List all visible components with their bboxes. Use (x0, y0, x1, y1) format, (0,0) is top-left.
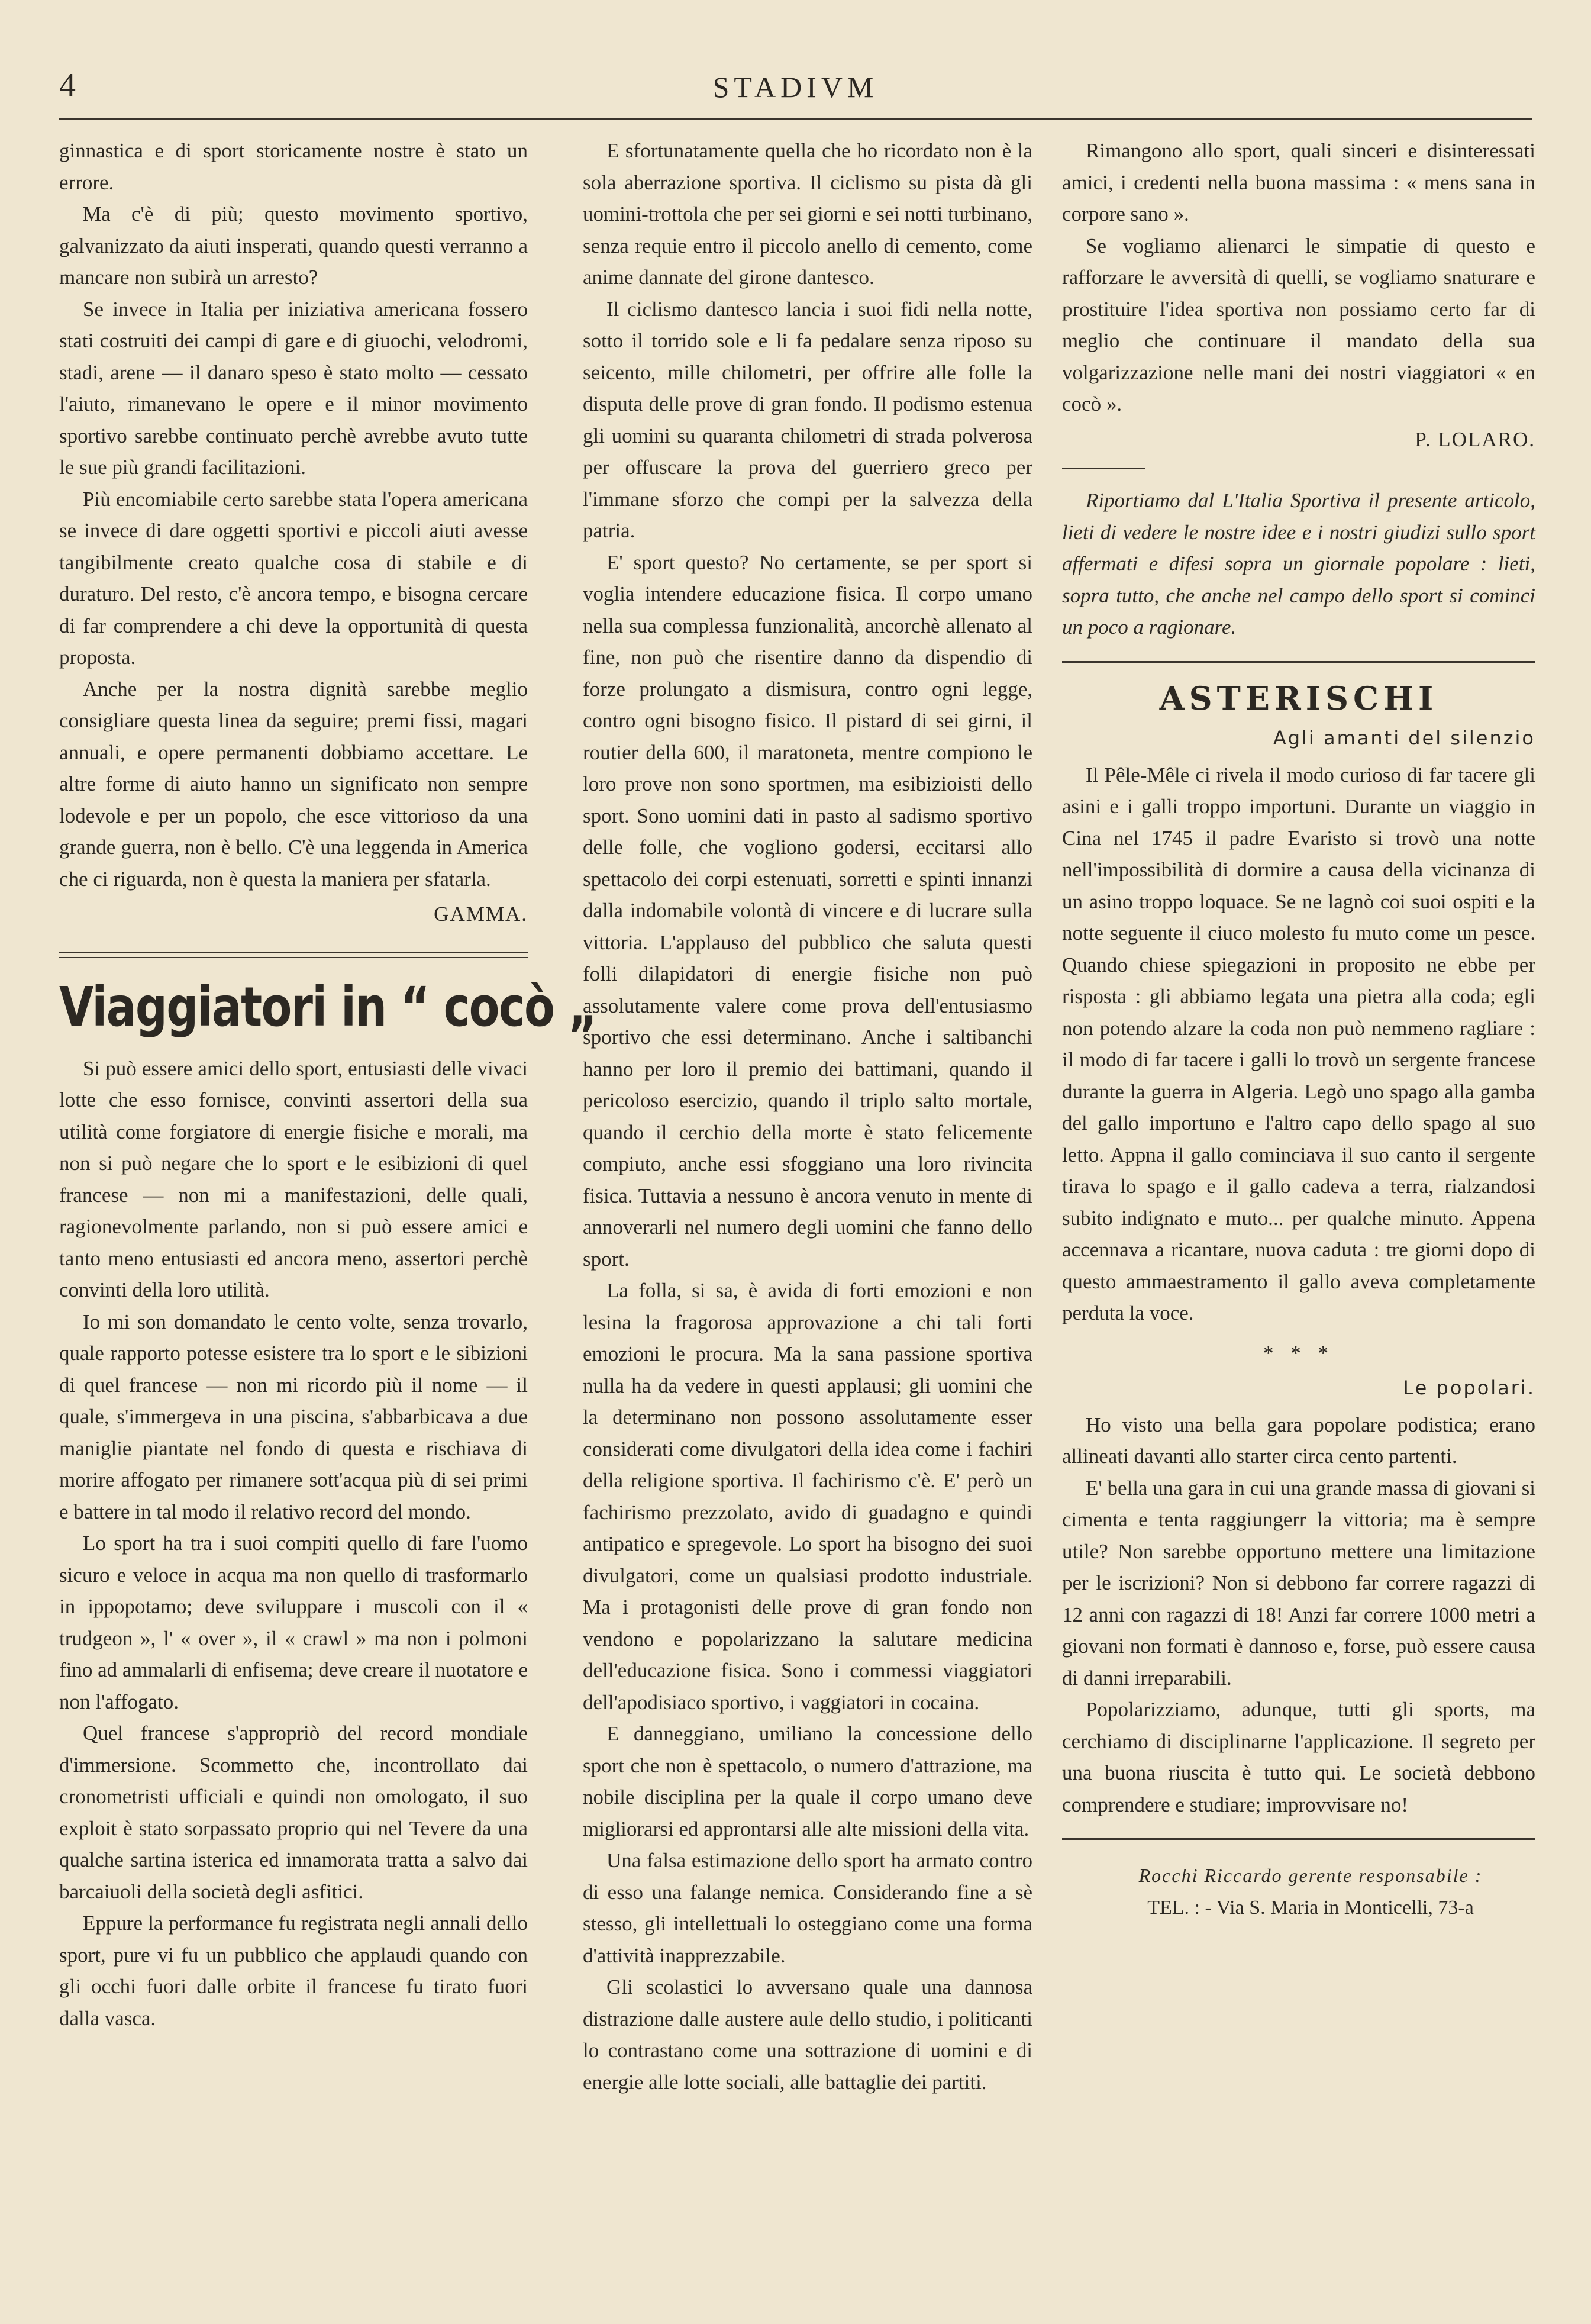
paragraph: Il Pêle-Mêle ci rivela il modo curioso di far tacere gli asini e i galli troppo importuni. Durante un viaggio in Cina nel 1745 il padre Evaristo si trovò una notte nell'impossibilità di dormire a causa della vicinanza di un asino troppo loquace. Se ne lagnò coi suoi ospiti e la notte seguente il ciuco molesto fu muto come un pesce. Quando chiese spiegazioni in proposito ne ebbe per risposta : gli abbiamo legata una pietra alla coda; egli non potendo alzare la coda non può nemmeno ragliare : il modo di far tacere i galli lo trovò un sergente francese durante la guerra in Algeria. Legò uno spago alla gamba del gallo importuno e l'altro capo dello spago al suo letto. Appna il gallo cominciava il suo canto il sergente tirava lo spago e il gallo cadeva a terra, rialzandosi subito indignato e muto... per qualche minuto. Appena accennava a ricantare, nuova caduta : tre giorni dopo di questo ammaestramento il gallo aveva completamente perduta la voce. (1062, 763, 1535, 1324)
paragraph: Il ciclismo dantesco lancia i suoi fidi nella notte, sotto il torrido sole e li fa pedalare senza riposo su seicento, mille chilometri, per offrire alle folle la disputa delle prove di gran fondo. Il podismo estenua gli uomini su quaranta chilometri di strada polverosa per offuscare la prova del guerriero greco per l'immane sforzo che compi per la salvezza della patria. (583, 297, 1032, 542)
subheading: Agli amanti del silenzio (1273, 727, 1535, 749)
header-rule (59, 118, 1532, 120)
paragraph: Eppure la performance fu registrata negli annali dello sport, pure vi fu un pubblico che applaudi quando con gli occhi fuori dalle orbite il francese fu tirato fuori dalla vasca. (59, 1912, 528, 2030)
paragraph: Una falsa estimazione dello sport ha armato contro di esso una falange nemica. Considerando fine a sè stesso, gli intellettuali lo osteggiano come una forma d'attività inapprezzabile. (583, 1849, 1032, 1967)
editorial-note: Riportiamo dal L'Italia Sportiva il presente articolo, lieti di vedere le nostre idee e i nostri giudizi sullo sport affermati e difesi sopra un giornale popolare : lieti, sopra tutto, che anche nel campo dello sport si cominci un poco a ragionare. (1062, 489, 1535, 639)
section-divider (1062, 661, 1535, 663)
paragraph: Si può essere amici dello sport, entusiasti delle vivaci lotte che esso fornisce, convinti assertori della sua utilità come forgiatore di energie fisiche e morali, ma non si può negare che lo sport e le esibizioni di quel francese — non mi a manifestazioni, delle quali, ragionevolmente parlando, non si può essere amici e tanto meno entusiasti ed ancora meno, assertori perchè convinti della loro utilità. (59, 1056, 528, 1301)
paragraph: Lo sport ha tra i suoi compiti quello di fare l'uomo sicuro e veloce in acqua ma non quello di trasformarlo in ippopotamo; deve sviluppare i muscoli con il « trudgeon », l' « over », il « crawl » ma non i polmoni fino ad ammalarli di enfisema; deve creare il nuotatore e non l'affogato. (59, 1532, 528, 1713)
column-1 (59, 135, 597, 2034)
paragraph: E' sport questo? No certamente, se per sport si voglia intendere educazione fisica. Il corpo umano nella sua complessa funzionalità, ancorchè allenato al fine, non può che risentire danno da dispendio di forze prolungato a dismisura, contro ogni legge, contro ogni bisogno fisico. Il pistard di sei girni, il routier della 600, il maratoneta, mentre compiono le loro prove non sono sportmen, ma esibizioisti dello sport. Sono uomini dati in pasto al sadismo sportivo delle folle, che vogliono godersi, eccitarsi allo spettacolo dei corpi estenuati, sorretti e spinti innanzi dalla indomabile volontà di vincere e di lucrare sulla vittoria. L'applauso del pubblico che saluta questi folli dilapidatori di energie fisiche non può assolutamente valere come prova dell'entusiasmo sportivo che essi determinano. Anche i saltibanchi hanno per loro il premio dei battimani, quando il pericoloso esercizio, quando il triplo salto mortale, quando il cerchio della morte è stato felicemente compiuto, anche essi sfoggiano una loro rivincita fisica. Tuttavia a nessuno è ancora venuto in mente di annoverarli nel numero degli uomini che fanno dello sport. (583, 550, 1032, 1271)
column-3 (1062, 135, 1535, 1923)
section-divider (59, 952, 528, 958)
column-2 (583, 135, 1032, 2098)
paragraph: Anche per la nostra dignità sarebbe meglio consigliare questa linea da seguire; premi fissi, magari annuali, e opere permanenti dobbiamo accettare. Le altre forme di aiuto hanno un significato non sempre lodevole e per un popolo, che esce vittorioso da una grande guerra, non è bello. C'è una leggenda in America che ci riguarda, non è questa la maniera per sfatarla. (59, 677, 528, 891)
paragraph: Ho visto una bella gara popolare podistica; erano allineati davanti allo starter circa cento partenti. (1062, 1413, 1535, 1468)
signature: GAMMA. (434, 902, 528, 926)
paragraph: Se vogliamo alienarci le simpatie di questo e rafforzare le avversità di quelli, se vogliamo snaturare e prostituire l'idea sportiva non possiamo certo far di meglio che continuare il mandato della sua volgarizzazione nelle mani dei nostri viaggiatori « en cocò ». (1062, 234, 1535, 415)
section-title: ASTERISCHI (1159, 679, 1438, 717)
paragraph: Io mi son domandato le cento volte, senza trovarlo, quale rapporto potesse esistere tra lo sport e le sibizioni di quel francese — non mi ricordo più il nome — il quale, s'immergeva in una piscina, s'abbarbicava a due maniglie piantate nel fondo di questa e rischiava di morire affogato per rimanere sott'acqua più di sei primi e battere in tal modo il relativo record del mondo. (59, 1310, 528, 1523)
page-number: 4 (59, 67, 76, 104)
address-line: TEL. : - Via S. Maria in Monticelli, 73-a (1147, 1896, 1474, 1919)
paragraph: Più encomiabile certo sarebbe stata l'opera americana se invece di dare oggetti sportivi e piccoli aiuti avesse tangibilmente creato qualche cosa di stabile e di duraturo. Del resto, c'è ancora tempo, e bisogna cercare di far comprendere a chi deve la opportunità di questa proposta. (59, 487, 528, 669)
signature: P. LOLARO. (1415, 427, 1535, 451)
article-headline: Viaggiatori in “ cocò „ (59, 975, 597, 1039)
section-divider (1062, 1838, 1535, 1840)
paragraph: E danneggiano, umiliano la concessione dello sport che non è spettacolo, o numero d'attrazione, ma nobile disciplina per la quale il corpo umano deve migliorarsi ed approntarsi alle alte missioni della vita. (583, 1722, 1032, 1840)
paragraph: Ma c'è di più; questo movimento sportivo, galvanizzato da aiuti insperati, quando questi verranno a mancare non subirà un arresto? (59, 202, 528, 289)
paragraph: E' bella una gara in cui una grande massa di giovani si cimenta e tenta raggiungerr la vittoria; ma è sempre utile? Non sarebbe opportuno mettere una limitazione per le iscrizioni? Non si debbono far correre ragazzi di 12 anni con ragazzi di 18! Anzi far correre 1000 metri a giovani non formati è dannoso e, forse, può essere causa di danni irreparabili. (1062, 1476, 1535, 1690)
paragraph: E sfortunatamente quella che ho ricordato non è la sola aberrazione sportiva. Il ciclismo su pista dà gli uomini-trottola che per sei giorni e sei notti turbinano, senza requie entro il piccolo anello di cemento, come anime dannate del girone dantesco. (583, 139, 1032, 289)
paragraph: ginnastica e di sport storicamente nostre è stato un errore. (59, 139, 528, 194)
paragraph: Gli scolastici lo avversano quale una dannosa distrazione dalle austere aule dello studio, i politicanti lo contrastano come una sottrazione di uomini e di energie alle lotte sociali, alle battaglie dei partiti. (583, 1975, 1032, 2094)
subheading: Le popolari. (1403, 1377, 1535, 1399)
masthead-title: STADIVM (712, 70, 879, 104)
asterism-divider: * * * (1263, 1341, 1334, 1365)
paragraph: Rimangono allo sport, quali sinceri e disinteressati amici, i credenti nella buona massima : « mens sana in corpore sano ». (1062, 139, 1535, 225)
paragraph: Quel francese s'appropriò del record mondiale d'immersione. Scommetto che, incontrollato dai cronometristi ufficiali e quindi non omologato, il suo exploit è stato sorpassato proprio qui nel Tevere da una qualche sartina isterica ed innamorata tratta a salvo dai barcaiuoli della società degli asfitici. (59, 1722, 528, 1903)
paragraph: Popolarizziamo, adunque, tutti gli sports, ma cerchiamo di disciplinarne l'applicazione. Il segreto per una buona riuscita è tutto qui. Le società debbono comprendere e studiare; improvvisare no! (1062, 1698, 1535, 1816)
paragraph: La folla, si sa, è avida di forti emozioni e non lesina la fragorosa approvazione a chi tali forti emozioni le procura. Ma la sana passione sportiva nulla ha da vedere in questi applausi; gli uomini che la determinano non possono assolutamente esser considerati come divulgatori della idea come i fachiri della religione sportiva. Il fachirismo c'è. E' però un fachirismo prezzolato, avido di guadagno e quindi antipatico e spregevole. Lo sport ha bisogno dei suoi divulgatori, come un qualsiasi prodotto industriale. Ma i protagonisti delle prove di gran fondo non vendono e popolarizzano la salutare medicina dell'educazione fisica. Sono i commessi viaggiatori dell'apodisiaco sportivo, i vaggiatori in cocaina. (583, 1279, 1032, 1714)
publisher-credit: Rocchi Riccardo gerente responsabile : (1138, 1865, 1483, 1886)
paragraph: Se invece in Italia per iniziativa americana fossero stati costruiti dei campi di gare e di giuochi, velodromi, stadi, arene — il danaro speso è stato molto — cessato l'aiuto, rimanevano le opere e il minor movimento sportivo sarebbe continuato perchè avrebbe avuto tutte le sue più grandi facilitazioni. (59, 297, 528, 479)
short-divider (1062, 468, 1145, 469)
